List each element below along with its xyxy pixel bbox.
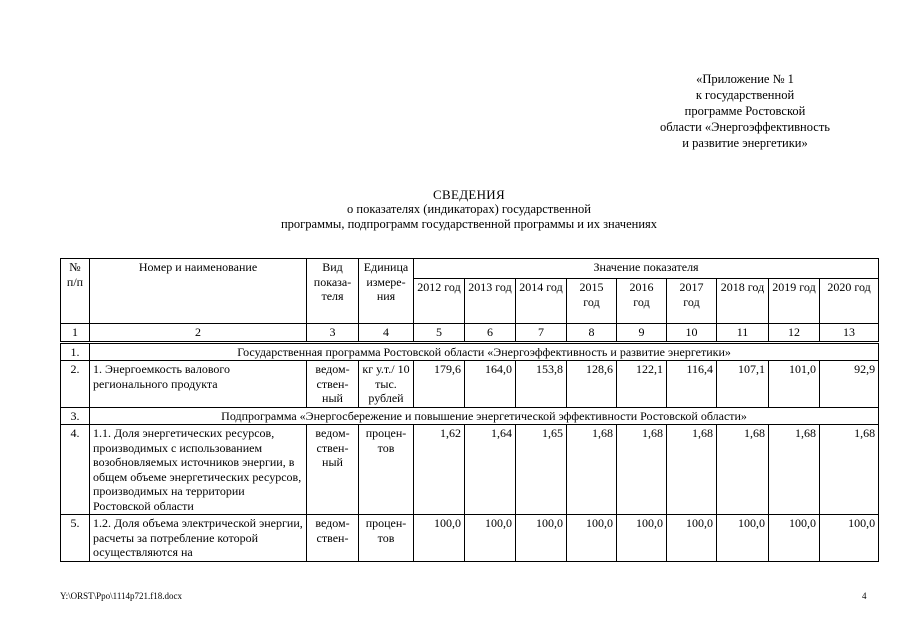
indicator-name: 1. Энергоемкость валового регионального продукта [90,361,307,408]
row-number: 3. [61,407,90,425]
indicator-value: 1,62 [414,425,465,515]
column-number: 7 [516,324,567,343]
header-unit: Единица измере-ния [359,259,414,324]
indicator-value: 179,6 [414,361,465,408]
document-title [60,187,878,232]
header-values: Значение показателя [414,259,879,279]
indicator-value: 107,1 [717,361,769,408]
indicator-unit: кг у.т./ 10 тыс. рублей [359,361,414,408]
title-line: программы, подпрограмм государственной программы и их значениях [280,217,658,231]
table-row [61,361,879,408]
indicator-value: 100,0 [769,515,820,562]
appendix-line: и развитие энергетики» [682,136,808,150]
header-year: 2019 год [769,279,820,324]
header-name: Номер и наименование [90,259,307,324]
table-row [61,407,879,425]
appendix-line: к государственной [695,88,795,102]
indicator-value: 1,68 [717,425,769,515]
column-number: 6 [465,324,516,343]
table-row [61,425,879,515]
indicator-kind: ведом-ствен-ный [307,425,359,515]
indicator-value: 128,6 [567,361,617,408]
indicator-value: 1,68 [567,425,617,515]
appendix-line: программе Ростовской [684,104,806,118]
row-number: 1. [61,342,90,361]
indicators-table [60,258,879,562]
column-number: 3 [307,324,359,343]
column-number: 2 [90,324,307,343]
appendix-note [620,71,870,151]
row-number: 5. [61,515,90,562]
header-year: 2014 год [516,279,567,324]
indicator-value: 92,9 [820,361,879,408]
column-number: 12 [769,324,820,343]
footer-file-path: Y:\ORST\Ppo\1114p721.f18.docx [60,591,183,601]
indicator-value: 100,0 [820,515,879,562]
column-number-row [61,324,879,343]
column-number: 11 [717,324,769,343]
indicator-value: 101,0 [769,361,820,408]
indicator-value: 1,68 [820,425,879,515]
appendix-line: области «Энергоэффективность [659,120,830,134]
indicator-name: 1.1. Доля энергетических ресурсов, производимых с использованием возобновляемых источников энергии, в общем объеме энергетических ресурсов, производимых на территории Ростовской области [90,425,307,515]
indicator-value: 153,8 [516,361,567,408]
column-number: 13 [820,324,879,343]
indicator-kind: ведом-ствен- [307,515,359,562]
program-title: Государственная программа Ростовской области «Энергоэффективность и развитие энергетики» [90,342,879,361]
row-number: 4. [61,425,90,515]
title-main: СВЕДЕНИЯ [433,187,505,202]
indicator-value: 1,68 [769,425,820,515]
header-row [61,259,879,279]
table-row [61,342,879,361]
header-year: 2015 год [567,279,617,324]
header-num: № п/п [61,259,90,324]
header-year: 2017 год [667,279,717,324]
column-number: 9 [617,324,667,343]
row-number: 2. [61,361,90,408]
indicator-kind: ведом-ствен-ный [307,361,359,408]
footer-page-number: 4 [862,591,867,601]
column-number: 10 [667,324,717,343]
column-number: 1 [61,324,90,343]
indicator-name: 1.2. Доля объема электрической энергии, расчеты за потребление которой осуществляются на [90,515,307,562]
subprogram-title: Подпрограмма «Энергосбережение и повышение энергетической эффективности Ростовской области» [90,407,879,425]
indicator-value: 164,0 [465,361,516,408]
indicator-value: 100,0 [414,515,465,562]
indicator-unit: процен-тов [359,515,414,562]
indicator-value: 100,0 [516,515,567,562]
header-kind: Вид показа-теля [307,259,359,324]
indicator-value: 100,0 [717,515,769,562]
indicator-value: 1,68 [617,425,667,515]
header-year: 2013 год [465,279,516,324]
header-year: 2012 год [414,279,465,324]
indicator-value: 100,0 [617,515,667,562]
header-year: 2018 год [717,279,769,324]
indicator-value: 100,0 [465,515,516,562]
table-row [61,515,879,562]
indicator-value: 116,4 [667,361,717,408]
column-number: 8 [567,324,617,343]
indicator-value: 122,1 [617,361,667,408]
column-number: 4 [359,324,414,343]
title-line: о показателях (индикаторах) государственной [347,202,591,216]
indicator-value: 100,0 [667,515,717,562]
column-number: 5 [414,324,465,343]
indicator-value: 100,0 [567,515,617,562]
indicator-value: 1,68 [667,425,717,515]
appendix-line: «Приложение № 1 [696,72,794,86]
indicator-unit: процен-тов [359,425,414,515]
indicator-value: 1,65 [516,425,567,515]
header-year: 2020 год [820,279,879,324]
header-year: 2016 год [617,279,667,324]
indicator-value: 1,64 [465,425,516,515]
